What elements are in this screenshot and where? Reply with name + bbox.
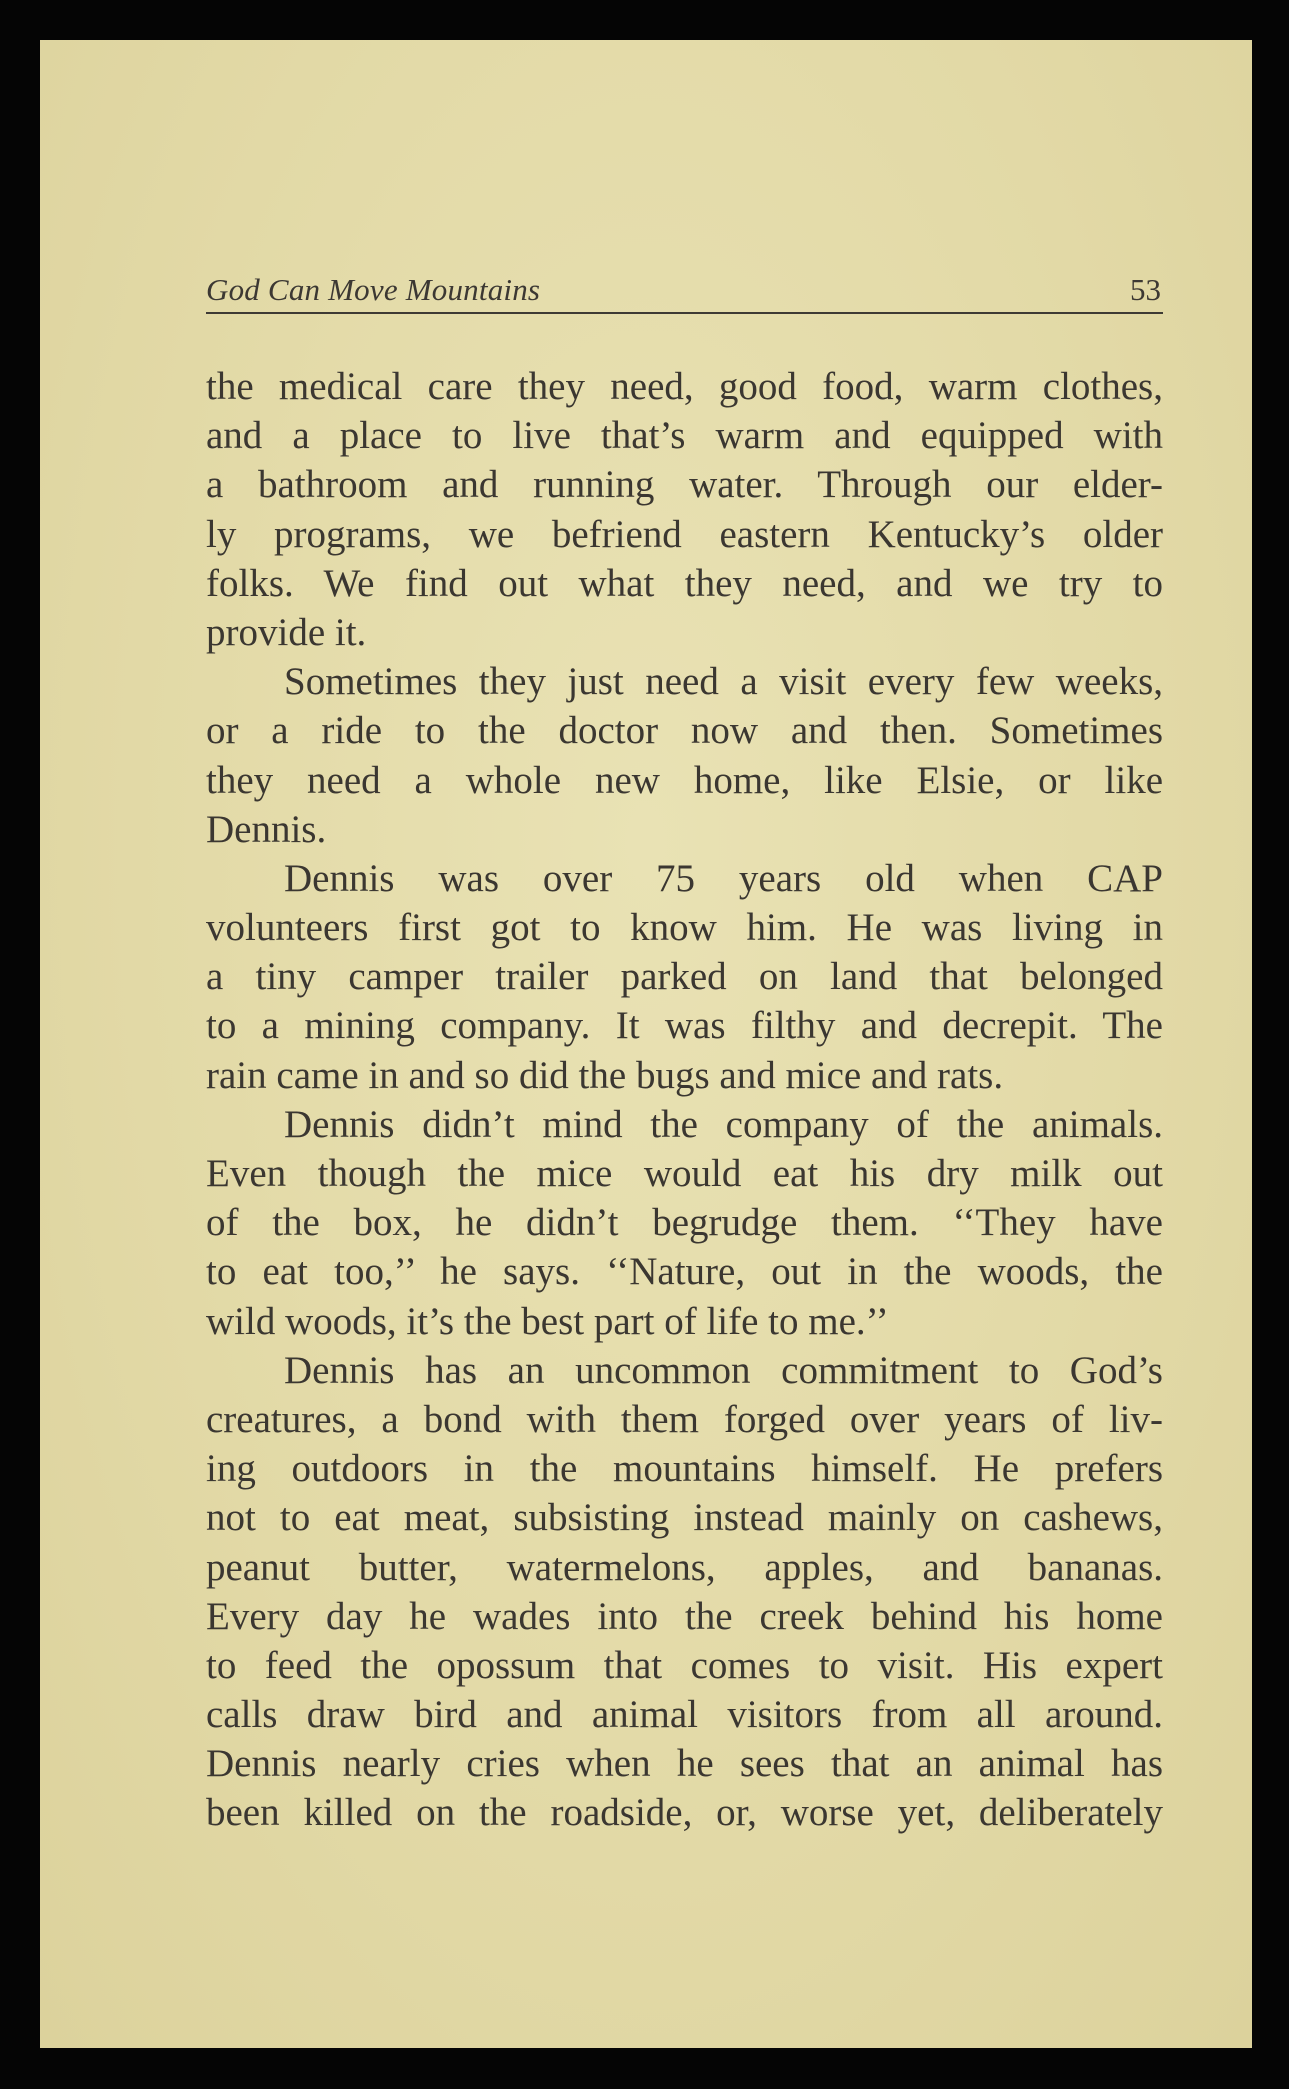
text-line: Dennis didn’t mind the company of the animals. (284, 1102, 1163, 1146)
text-line: wild woods, it’s the best part of life to me.’’ (206, 1299, 889, 1343)
text-line: been killed on the roadside, or, worse yet, deliberately (206, 1791, 1163, 1835)
text-line: not to eat meat, subsisting instead mainly on cashews, (206, 1496, 1163, 1540)
text-line: the medical care they need, good food, warm clothes, (206, 365, 1163, 408)
running-header (206, 268, 1163, 314)
text-line: rain came in and so did the bugs and mice and rats. (206, 1053, 1004, 1097)
text-line: ing outdoors in the mountains himself. He prefers (206, 1447, 1163, 1491)
text-line: Sometimes they just need a visit every few weeks, (284, 660, 1163, 704)
page-number: 53 (1130, 272, 1161, 307)
text-line: Even though the mice would eat his dry milk out (206, 1152, 1163, 1195)
text-line: folks. We find out what they need, and we try to (206, 561, 1163, 605)
text-line: Dennis was over 75 years old when CAP (284, 856, 1163, 900)
book-page (40, 40, 1252, 2048)
text-line: to a mining company. It was filthy and decrepit. The (206, 1004, 1163, 1048)
text-line: a bathroom and running water. Through our elder- (206, 463, 1163, 507)
text-line: volunteers first got to know him. He was living in (206, 906, 1163, 950)
text-line: and a place to live that’s warm and equipped with (206, 414, 1163, 458)
text-line: peanut butter, watermelons, apples, and bananas. (206, 1545, 1163, 1589)
text-line: provide it. (206, 610, 367, 654)
text-line: a tiny camper trailer parked on land that belonged (206, 955, 1163, 999)
text-line: of the box, he didn’t begrudge them. ‘‘They have (206, 1201, 1163, 1245)
body-text (206, 362, 1163, 1838)
running-title: God Can Move Mountains (206, 272, 541, 307)
text-line: Dennis nearly cries when he sees that an animal has (206, 1742, 1163, 1786)
text-line: they need a whole new home, like Elsie, or like (206, 758, 1163, 802)
text-line: to feed the opossum that comes to visit. His expert (206, 1643, 1163, 1687)
text-line: or a ride to the doctor now and then. Sometimes (206, 709, 1163, 753)
text-line: calls draw bird and animal visitors from all around. (206, 1693, 1163, 1737)
text-line: Dennis has an uncommon commitment to God’s (284, 1348, 1163, 1392)
text-line: Dennis. (206, 807, 327, 851)
text-line: ly programs, we befriend eastern Kentucky’s older (206, 512, 1163, 556)
text-line: creatures, a bond with them forged over years of liv- (206, 1397, 1163, 1441)
text-line: to eat too,’’ he says. ‘‘Nature, out in the woods, the (206, 1250, 1163, 1294)
text-line: Every day he wades into the creek behind his home (206, 1594, 1163, 1638)
